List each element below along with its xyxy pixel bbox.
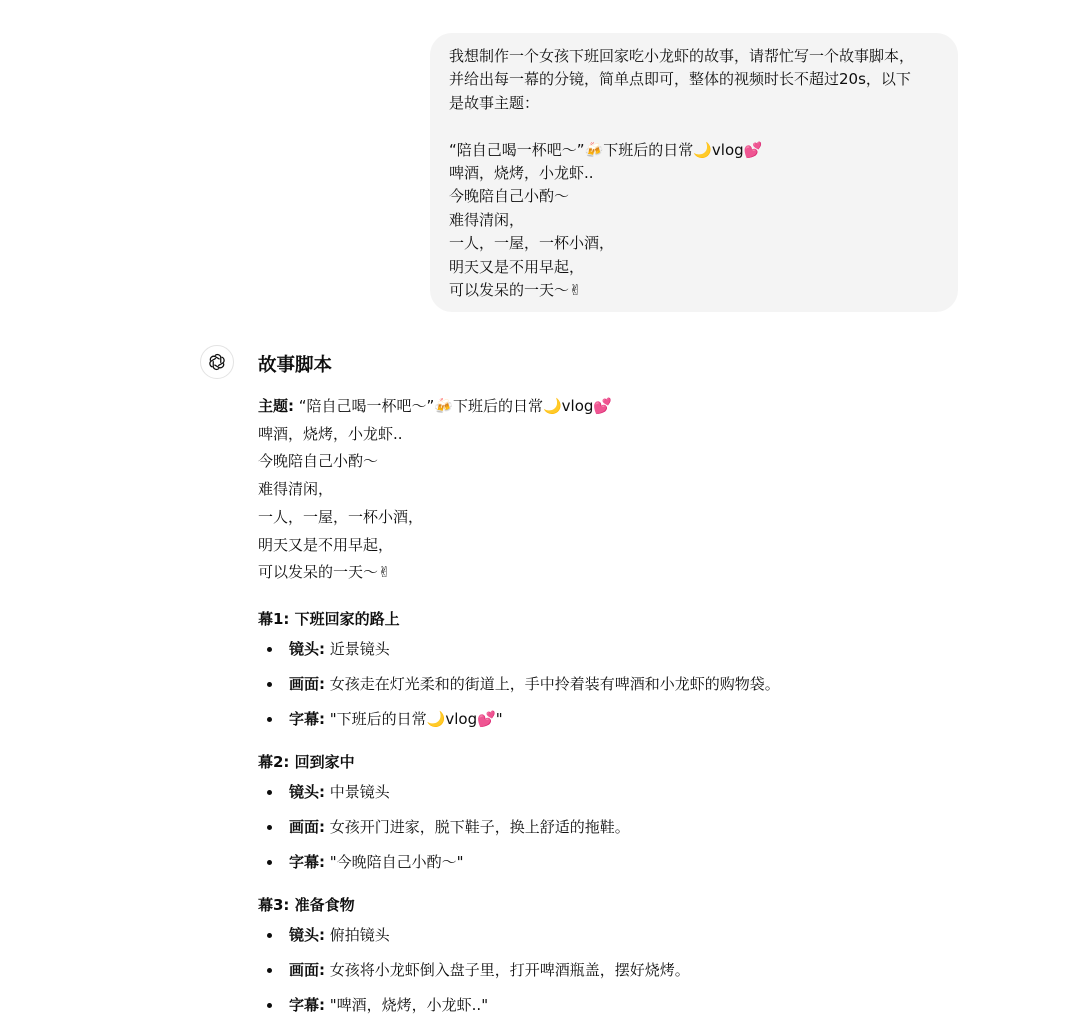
theme-text: “陪自己喝一杯吧～”🍻下班后的日常🌙vlog💕 [294, 397, 613, 415]
item-text: "下班后的日常🌙vlog💕" [325, 709, 503, 728]
list-item [258, 993, 978, 1017]
scene-item-list [258, 637, 978, 731]
list-item [258, 850, 978, 874]
user-message-line: 明天又是不用早起， [449, 257, 585, 276]
theme-line [258, 393, 978, 421]
item-text: 女孩走在灯光柔和的街道上，手中拎着装有啤酒和小龙虾的购物袋。 [325, 674, 780, 693]
item-label: 镜头: [289, 782, 325, 801]
item-text: "今晚陪自己小酌～" [325, 852, 464, 871]
user-message-line: “陪自己喝一杯吧～”🍻下班后的日常🌙vlog💕 [449, 140, 763, 159]
list-item [258, 637, 978, 661]
item-text: 中景镜头 [325, 782, 390, 801]
list-item [258, 672, 978, 696]
assistant-message [258, 352, 978, 1028]
user-message-bubble [430, 33, 958, 312]
response-title: 故事脚本 [258, 355, 333, 376]
item-label: 画面: [289, 674, 325, 693]
scene-item-list [258, 780, 978, 874]
user-message-line [449, 115, 940, 138]
item-text: 女孩开门进家，脱下鞋子，换上舒适的拖鞋。 [325, 817, 630, 836]
intro-line: 今晚陪自己小酌～ [258, 452, 379, 471]
item-text: 俯拍镜头 [325, 925, 390, 944]
response-intro [258, 393, 978, 587]
intro-line: 一人，一屋，一杯小酒， [258, 507, 424, 526]
scene-title: 幕1: 下班回家的路上 [258, 609, 400, 628]
user-message-line: 并给出每一幕的分镜，简单点即可，整体的视频时长不超过20s，以下 [449, 70, 911, 89]
item-label: 画面: [289, 960, 325, 979]
intro-line: 难得清闲， [258, 480, 334, 499]
intro-line: 可以发呆的一天～✌ [258, 563, 391, 582]
scene-title: 幕3: 准备食物 [258, 895, 355, 914]
list-item [258, 958, 978, 982]
user-message-line: 可以发呆的一天～✌ [449, 281, 582, 300]
theme-label: 主题: [258, 397, 294, 415]
item-label: 镜头: [289, 925, 325, 944]
item-label: 字幕: [289, 852, 325, 871]
item-text: 近景镜头 [325, 639, 390, 658]
list-item [258, 707, 978, 731]
list-item [258, 815, 978, 839]
openai-logo-icon [200, 345, 234, 379]
item-text: 女孩将小龙虾倒入盘子里，打开啤酒瓶盖，摆好烧烤。 [325, 960, 690, 979]
user-message-line: 是故事主题： [449, 93, 540, 112]
list-item [258, 923, 978, 947]
user-message-line: 难得清闲， [449, 210, 525, 229]
intro-line: 明天又是不用早起， [258, 535, 394, 554]
item-label: 镜头: [289, 639, 325, 658]
list-item [258, 780, 978, 804]
item-text: "啤酒，烧烤，小龙虾.." [325, 995, 489, 1014]
scene-item-list [258, 923, 978, 1017]
user-message-line: 我想制作一个女孩下班回家吃小龙虾的故事，请帮忙写一个故事脚本， [449, 47, 915, 65]
item-label: 画面: [289, 817, 325, 836]
item-label: 字幕: [289, 995, 325, 1014]
user-message-line: 今晚陪自己小酌～ [449, 187, 570, 206]
scene-title: 幕2: 回到家中 [258, 752, 355, 771]
user-message-line: 啤酒，烧烤，小龙虾.. [449, 164, 594, 183]
intro-line: 啤酒，烧烤，小龙虾.. [258, 424, 403, 443]
item-label: 字幕: [289, 709, 325, 728]
user-message-line: 一人，一屋，一杯小酒， [449, 234, 615, 253]
